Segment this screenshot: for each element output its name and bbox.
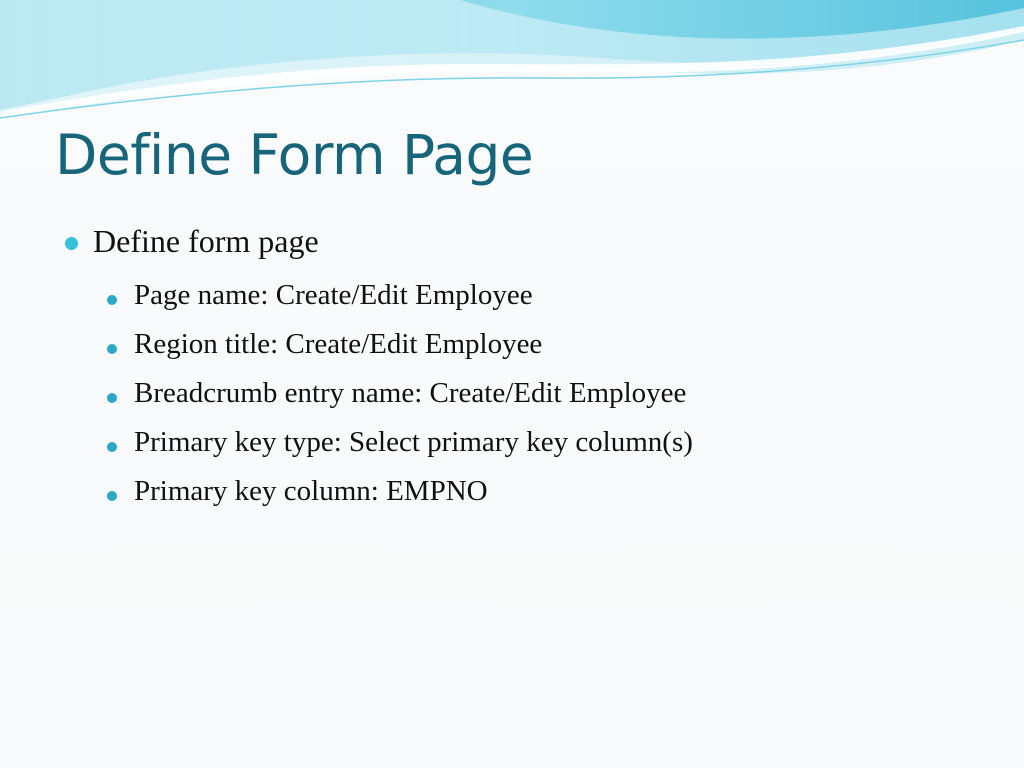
sub-bullet-text: Page name: Create/Edit Employee: [134, 279, 533, 311]
sub-bullet-dot-icon: [107, 344, 117, 354]
sub-bullet-dot-icon: [107, 491, 117, 501]
slide-title: Define Form Page: [55, 123, 534, 187]
main-bullet-text: Define form page: [93, 223, 319, 259]
sub-bullet-item: [0, 428, 1024, 468]
sub-bullet-text: Primary key type: Select primary key column(s): [134, 426, 693, 458]
sub-bullet-dot-icon: [107, 442, 117, 452]
sub-bullet-text: Region title: Create/Edit Employee: [134, 328, 543, 360]
bullet-dot-icon: [65, 237, 78, 250]
sub-bullet-dot-icon: [107, 295, 117, 305]
sub-bullet-item: [0, 330, 1024, 370]
sub-bullet-item: [0, 477, 1024, 517]
sub-bullet-text: Breadcrumb entry name: Create/Edit Employee: [134, 377, 687, 409]
sub-bullet-dot-icon: [107, 393, 117, 403]
sub-bullet-item: [0, 379, 1024, 419]
sub-bullet-item: [0, 281, 1024, 321]
sub-bullet-text: Primary key column: EMPNO: [134, 475, 488, 507]
